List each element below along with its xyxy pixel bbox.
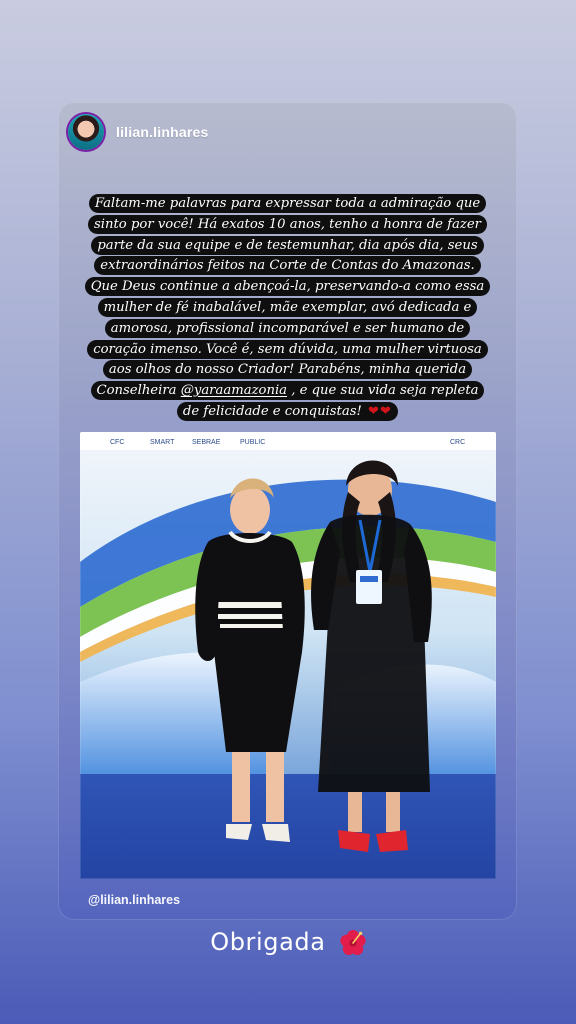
banner-label-2: SMART bbox=[150, 439, 175, 446]
caption-line-4: extraordinários feitos na Corte de Contas do Amazonas. bbox=[94, 256, 480, 275]
obrigada-label: Obrigada bbox=[210, 928, 326, 956]
caption-line-3: parte da sua equipe e de testemunhar, dia após dia, seus bbox=[91, 236, 483, 255]
caption-line-11 bbox=[177, 402, 398, 421]
obrigada-text bbox=[0, 928, 576, 956]
banner-label-4: PUBLIC bbox=[240, 439, 266, 446]
profile-avatar[interactable] bbox=[68, 114, 104, 150]
username[interactable]: lilian.linhares bbox=[116, 124, 209, 140]
caption-line-6: mulher de fé inabalável, mãe exemplar, avó dedicada e bbox=[98, 298, 478, 317]
story-header[interactable] bbox=[68, 112, 208, 152]
banner-label-5: CRC bbox=[450, 439, 466, 446]
mention-link[interactable]: @yaraamazonia bbox=[180, 383, 288, 399]
caption-line-9: aos olhos do nosso Criador! Parabéns, minha querida bbox=[103, 360, 472, 379]
caption-line-7: amorosa, profissional incomparável e ser humano de bbox=[105, 319, 470, 338]
caption-line-8: coração imenso. Você é, sem dúvida, uma mulher virtuosa bbox=[87, 340, 488, 359]
caption-line-5: Que Deus continue a abençoá-la, preservando-a como essa bbox=[85, 277, 491, 296]
caption bbox=[68, 194, 507, 423]
hibiscus-icon bbox=[340, 930, 366, 956]
banner-label-1: CFC bbox=[110, 439, 125, 446]
banner-label-3: SEBRAE bbox=[192, 439, 221, 446]
caption-line-11-text: de felicidade e conquistas! bbox=[182, 403, 366, 419]
caption-line-2: sinto por você! Há exatos 10 anos, tenho a honra de fazer bbox=[88, 215, 487, 234]
event-photo bbox=[80, 432, 496, 879]
hearts-icon: ❤❤ bbox=[367, 403, 393, 419]
photo-footer-handle[interactable]: @lilian.linhares bbox=[88, 893, 181, 907]
caption-line-1: Faltam-me palavras para expressar toda a admiração que bbox=[89, 194, 486, 213]
caption-line-10 bbox=[91, 381, 485, 400]
story-card bbox=[58, 102, 517, 920]
caption-line-10-suffix: , e que sua vida seja repleta bbox=[287, 383, 479, 399]
caption-line-10-prefix: Conselheira bbox=[96, 383, 181, 399]
